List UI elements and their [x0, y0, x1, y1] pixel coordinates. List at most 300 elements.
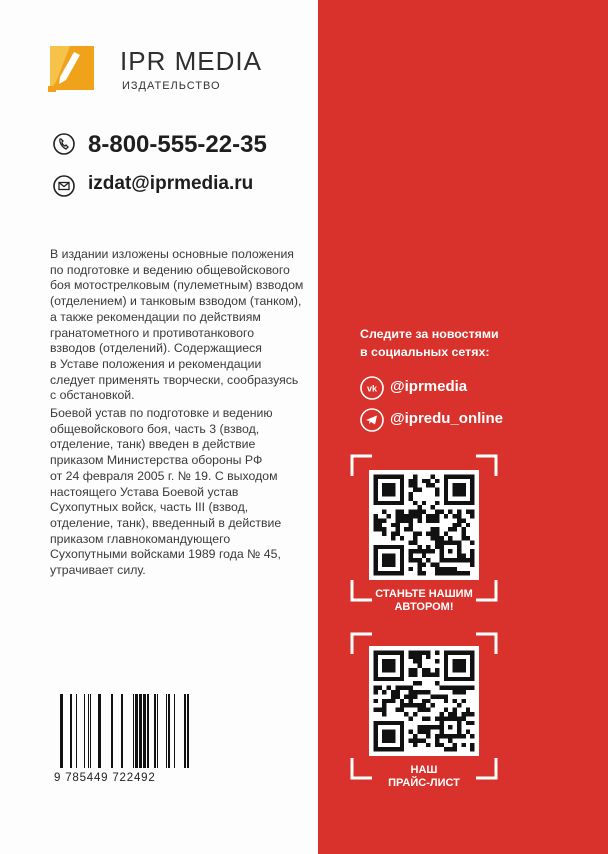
barcode-bar: [166, 694, 167, 768]
qr-module: [448, 567, 452, 571]
description-line: Сухопутными войсками 1989 года № 45,: [50, 547, 281, 562]
qr-module: [417, 690, 421, 694]
qr-module: [409, 510, 413, 514]
qr-module: [409, 567, 413, 571]
qr-module: [426, 734, 430, 738]
qr-module: [378, 523, 382, 527]
qr-module: [435, 738, 439, 742]
description-line: приказом Министерства обороны РФ: [50, 453, 263, 468]
qr-module: [413, 532, 417, 536]
qr-module: [435, 668, 439, 672]
qr-code-price-list-pattern: [369, 646, 479, 756]
qr-module: [422, 668, 426, 672]
description-line: Боевой устав по подготовке и ведению: [50, 406, 273, 420]
qr-module: [426, 730, 430, 734]
qr-module: [466, 571, 470, 575]
qr-module: [395, 532, 399, 536]
qr-module: [466, 523, 470, 527]
qr-module: [431, 562, 435, 566]
qr-module: [453, 567, 457, 571]
barcode-bar: [111, 694, 113, 768]
description-line: утрачивает силу.: [50, 563, 146, 578]
qr-module: [404, 712, 408, 716]
qr-module: [409, 540, 413, 544]
qr-module: [417, 703, 421, 707]
qr-module: [422, 510, 426, 514]
email-address[interactable]: izdat@iprmedia.ru: [88, 173, 254, 194]
qr-module: [470, 514, 474, 518]
barcode-bar: [187, 694, 189, 768]
qr-module: [413, 712, 417, 716]
qr-module: [448, 725, 452, 729]
qr-module: [435, 650, 439, 654]
qr-module: [448, 549, 452, 553]
barcode-bar: [70, 694, 72, 768]
qr-module: [382, 690, 386, 694]
qr-module: [426, 743, 430, 747]
qr-module: [470, 686, 474, 690]
qr-module: [417, 518, 421, 522]
qr-module: [426, 532, 430, 536]
qr-module: [417, 650, 421, 654]
qr-module: [435, 659, 439, 663]
qr-module: [453, 483, 466, 496]
qr-module: [426, 672, 430, 676]
telegram-handle[interactable]: @ipredu_online: [390, 410, 503, 427]
qr-module: [400, 518, 404, 522]
qr-module: [461, 536, 465, 540]
qr-module: [413, 488, 417, 492]
vk-handle[interactable]: @iprmedia: [390, 378, 468, 395]
qr-module: [413, 514, 417, 518]
description-line: следует применять творчески, сообразуясь: [50, 372, 299, 387]
qr-module: [426, 479, 430, 483]
brand-subtitle: ИЗДАТЕЛЬСТВО: [122, 80, 221, 92]
description-line: Сухопутных войск, часть III (взвод,: [50, 500, 249, 515]
barcode-bar: [90, 694, 91, 768]
qr-module: [435, 501, 439, 505]
description-line: боя мотострелковым (пулеметным) взводом: [50, 278, 304, 293]
qr-module: [387, 514, 391, 518]
qr-module: [470, 554, 474, 558]
qr-module: [431, 536, 435, 540]
qr-module: [400, 699, 404, 703]
qr-module: [453, 514, 457, 518]
barcode-bar: [154, 694, 156, 768]
qr-module: [453, 699, 457, 703]
qr-module: [413, 672, 417, 676]
qr-module: [409, 527, 413, 531]
qr-module: [400, 514, 404, 518]
qr-module: [417, 558, 421, 562]
qr-module: [431, 549, 435, 553]
qr-module: [466, 686, 470, 690]
qr-module: [417, 505, 421, 509]
description-line: (отделением) и танковым взводом (танком),: [50, 294, 302, 309]
qr-module: [395, 523, 399, 527]
qr-module: [409, 738, 413, 742]
qr-module: [444, 694, 448, 698]
qr-module: [461, 712, 465, 716]
isbn-number: 9 785449 722492: [54, 772, 156, 784]
qr-module: [382, 699, 386, 703]
qr-module: [409, 694, 413, 698]
qr-module: [435, 540, 439, 544]
barcode-bar: [76, 694, 77, 768]
qr-caption-price-list: [349, 764, 499, 790]
qr-module: [417, 659, 421, 663]
qr-module: [409, 483, 413, 487]
qr-module: [426, 708, 430, 712]
description-paragraph-1: [50, 247, 312, 404]
qr-module: [382, 708, 386, 712]
qr-module: [426, 483, 430, 487]
qr-module: [422, 690, 426, 694]
barcode-bar: [60, 694, 63, 768]
qr-module: [426, 549, 430, 553]
qr-module: [413, 734, 417, 738]
qr-module: [457, 690, 461, 694]
qr-module: [373, 518, 377, 522]
qr-module: [444, 699, 448, 703]
qr-module: [422, 571, 426, 575]
qr-module: [409, 549, 413, 553]
qr-module: [439, 686, 443, 690]
qr-module: [413, 743, 417, 747]
description-line: настоящего Устава Боевой устав: [50, 484, 239, 499]
qr-module: [400, 510, 404, 514]
qr-module: [426, 699, 430, 703]
qr-code-price-list[interactable]: [369, 646, 479, 756]
qr-module: [457, 514, 461, 518]
qr-module: [409, 650, 413, 654]
qr-module: [448, 712, 452, 716]
qr-module: [391, 694, 395, 698]
qr-caption-line: НАШ: [410, 764, 438, 776]
qr-module: [444, 514, 448, 518]
qr-module: [431, 703, 435, 707]
qr-module: [435, 488, 439, 492]
qr-module: [453, 659, 466, 672]
qr-caption-line: ПРАЙС-ЛИСТ: [388, 777, 460, 789]
qr-module: [413, 690, 417, 694]
qr-module: [378, 518, 382, 522]
qr-module: [382, 527, 386, 531]
qr-module: [439, 510, 443, 514]
qr-module: [422, 501, 426, 505]
qr-module: [461, 686, 465, 690]
svg-text:vk: vk: [366, 383, 378, 394]
qr-module: [426, 725, 430, 729]
qr-module: [431, 672, 435, 676]
qr-module: [409, 703, 413, 707]
qr-module: [453, 747, 457, 751]
qr-module: [461, 571, 465, 575]
qr-module: [417, 738, 421, 742]
qr-module: [373, 686, 377, 690]
qr-module: [453, 523, 457, 527]
qr-module: [470, 549, 474, 553]
qr-module: [413, 479, 417, 483]
barcode-bar: [121, 694, 123, 768]
qr-module: [448, 536, 452, 540]
qr-module: [426, 716, 430, 720]
qr-module: [461, 699, 465, 703]
qr-module: [470, 540, 474, 544]
social-heading: [360, 325, 560, 361]
qr-module: [435, 510, 439, 514]
phone-icon: [53, 133, 75, 155]
qr-module: [395, 514, 399, 518]
qr-module: [409, 716, 413, 720]
qr-module: [417, 655, 421, 659]
qr-module: [422, 650, 426, 654]
qr-module: [400, 686, 404, 690]
qr-module: [431, 725, 435, 729]
qr-module: [426, 655, 430, 659]
qr-module: [395, 510, 399, 514]
qr-module: [413, 549, 417, 553]
qr-module: [453, 690, 457, 694]
qr-module: [373, 690, 377, 694]
qr-module: [409, 518, 413, 522]
qr-code-author[interactable]: [369, 470, 479, 580]
vk-icon[interactable]: [360, 376, 384, 400]
qr-module: [448, 738, 452, 742]
qr-module: [378, 527, 382, 531]
qr-module: [470, 747, 474, 751]
qr-module: [413, 510, 417, 514]
qr-module: [404, 694, 408, 698]
qr-module: [413, 474, 417, 478]
qr-caption-author: [349, 588, 499, 614]
qr-module: [435, 562, 439, 566]
qr-module: [395, 686, 399, 690]
barcode-bar: [157, 694, 158, 768]
qr-module: [422, 549, 426, 553]
qr-module: [400, 708, 404, 712]
qr-module: [413, 655, 417, 659]
qr-module: [413, 483, 417, 487]
qr-module: [409, 686, 413, 690]
qr-module: [439, 571, 443, 575]
description-line: В издании изложены основные положения: [50, 247, 294, 261]
qr-module: [382, 712, 386, 716]
qr-module: [431, 483, 435, 487]
qr-module: [444, 532, 448, 536]
qr-module: [435, 532, 439, 536]
qr-module: [453, 527, 457, 531]
qr-module: [395, 690, 399, 694]
qr-module: [470, 562, 474, 566]
description-line: от 24 февраля 2005 г. № 19. С выходом: [50, 468, 278, 483]
qr-module: [409, 690, 413, 694]
description-line: с обстановкой.: [50, 388, 135, 403]
qr-module: [435, 734, 439, 738]
qr-module: [453, 712, 457, 716]
qr-module: [448, 527, 452, 531]
qr-module: [439, 536, 443, 540]
qr-module: [413, 668, 417, 672]
qr-module: [373, 699, 377, 703]
description-line: отделение, танк), введенный в действие: [50, 515, 282, 530]
qr-module: [435, 479, 439, 483]
barcode-bar: [88, 694, 89, 768]
qr-module: [422, 554, 426, 558]
qr-module: [417, 488, 421, 492]
qr-module: [382, 730, 395, 743]
qr-module: [470, 558, 474, 562]
qr-module: [417, 681, 421, 685]
qr-module: [395, 694, 399, 698]
qr-module: [409, 699, 413, 703]
qr-module: [435, 518, 439, 522]
qr-module: [439, 567, 443, 571]
qr-module: [461, 532, 465, 536]
qr-module: [439, 743, 443, 747]
qr-module: [409, 668, 413, 672]
barcode-bar: [139, 694, 142, 768]
social-heading-line: в социальных сетях:: [360, 345, 490, 359]
qr-module: [409, 514, 413, 518]
qr-module: [457, 703, 461, 707]
qr-module: [466, 708, 470, 712]
qr-module: [382, 532, 386, 536]
qr-module: [413, 558, 417, 562]
qr-module: [466, 558, 470, 562]
description-line: в Уставе положения и рекомендации: [50, 356, 262, 371]
qr-module: [461, 554, 465, 558]
qr-module: [461, 734, 465, 738]
qr-module: [382, 659, 395, 672]
description-line: по подготовке и ведению общевойскового: [50, 262, 290, 277]
qr-module: [422, 725, 426, 729]
qr-module: [470, 743, 474, 747]
qr-module: [457, 510, 461, 514]
qr-module: [422, 672, 426, 676]
qr-module: [435, 536, 439, 540]
qr-module: [413, 694, 417, 698]
qr-module: [470, 734, 474, 738]
qr-module: [448, 686, 452, 690]
qr-module: [453, 571, 457, 575]
qr-module: [448, 747, 452, 751]
qr-module: [395, 527, 399, 531]
qr-module: [413, 703, 417, 707]
barcode: [58, 694, 194, 768]
barcode-bar: [133, 694, 134, 768]
description-line: приказом главнокомандующего: [50, 531, 231, 546]
qr-module: [391, 523, 395, 527]
qr-module: [378, 686, 382, 690]
qr-module: [435, 571, 439, 575]
email-icon: [53, 175, 75, 197]
qr-module: [417, 725, 421, 729]
qr-module: [409, 492, 413, 496]
qr-module: [461, 743, 465, 747]
qr-module: [417, 664, 421, 668]
qr-module: [382, 554, 395, 567]
description-line: взводов (отделений). Содержащиеся: [50, 341, 262, 356]
qr-module: [417, 545, 421, 549]
qr-module: [409, 554, 413, 558]
qr-module: [461, 690, 465, 694]
barcode-bar: [147, 694, 149, 768]
qr-module: [413, 501, 417, 505]
qr-module: [409, 672, 413, 676]
qr-module: [413, 738, 417, 742]
qr-code-author-pattern: [369, 470, 479, 580]
qr-module: [400, 703, 404, 707]
qr-module: [457, 523, 461, 527]
description-line: общевойскового боя, часть 3 (взвод,: [50, 421, 260, 436]
qr-module: [382, 510, 386, 514]
qr-module: [417, 567, 421, 571]
qr-module: [404, 527, 408, 531]
qr-module: [426, 558, 430, 562]
barcode-bar: [135, 694, 138, 768]
brand-title: IPR MEDIA: [120, 46, 262, 76]
qr-module: [391, 690, 395, 694]
qr-module: [404, 518, 408, 522]
qr-module: [431, 532, 435, 536]
social-heading-line: Следите за новостями: [360, 327, 499, 341]
qr-module: [422, 708, 426, 712]
qr-module: [373, 523, 377, 527]
qr-module: [422, 562, 426, 566]
qr-module: [457, 518, 461, 522]
phone-number[interactable]: 8-800-555-22-35: [88, 131, 267, 158]
qr-module: [466, 510, 470, 514]
qr-module: [426, 514, 430, 518]
telegram-icon[interactable]: [360, 408, 384, 432]
qr-module: [435, 694, 439, 698]
qr-caption-line: АВТОРОМ!: [394, 601, 454, 613]
qr-module: [431, 505, 435, 509]
qr-module: [448, 510, 452, 514]
barcode-bar: [174, 694, 175, 768]
qr-module: [457, 571, 461, 575]
description-line: а также рекомендации по действиям: [50, 309, 261, 324]
qr-module: [426, 690, 430, 694]
qr-module: [426, 650, 430, 654]
qr-module: [435, 725, 439, 729]
qr-module: [413, 650, 417, 654]
qr-module: [409, 730, 413, 734]
barcode-bar: [168, 694, 170, 768]
qr-module: [426, 518, 430, 522]
qr-module: [413, 659, 417, 663]
barcode-bar: [84, 694, 85, 768]
qr-module: [409, 558, 413, 562]
qr-module: [382, 483, 395, 496]
qr-module: [422, 730, 426, 734]
qr-module: [404, 686, 408, 690]
qr-module: [373, 527, 377, 531]
qr-module: [422, 699, 426, 703]
description-line: гранатометного и противотанкового: [50, 325, 255, 340]
qr-module: [461, 518, 465, 522]
qr-module: [413, 540, 417, 544]
qr-module: [435, 716, 439, 720]
qr-module: [448, 571, 452, 575]
qr-module: [417, 532, 421, 536]
barcode-bar: [98, 694, 101, 768]
qr-module: [426, 545, 430, 549]
qr-module: [444, 686, 448, 690]
qr-module: [444, 571, 448, 575]
qr-module: [387, 699, 391, 703]
